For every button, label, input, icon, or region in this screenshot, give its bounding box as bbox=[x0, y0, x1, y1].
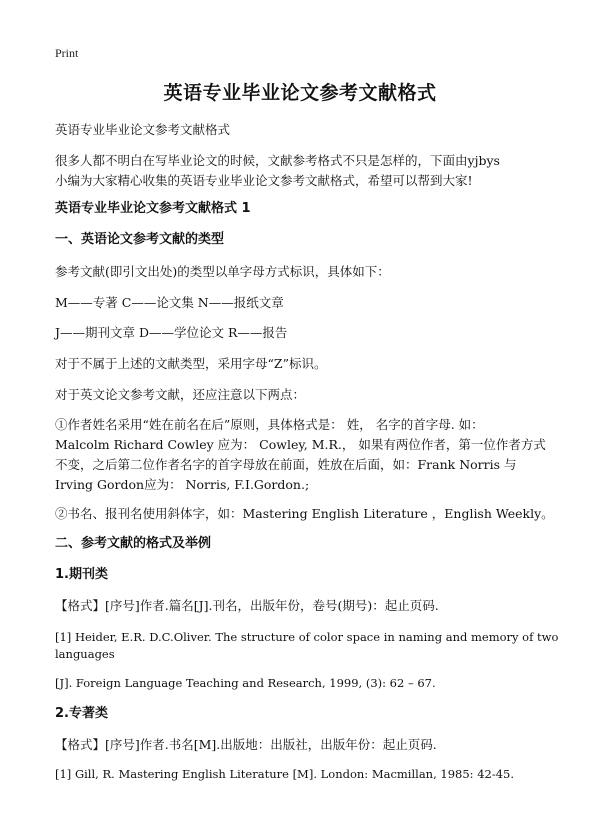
page-title: 英语专业毕业论文参考文献格式 bbox=[163, 82, 437, 104]
types-line-1: M——专著 C——论文集 N——报纸文章 bbox=[55, 295, 284, 310]
section-title: 英语专业毕业论文参考文献格式 1 bbox=[55, 201, 251, 216]
point1-line-1: ①作者姓名采用“姓在前名在后”原则，具体格式是： 姓， 名字的首字母. 如： bbox=[55, 417, 484, 432]
point1-line-4: Irving Gordon应为： Norris, F.I.Gordon.; bbox=[55, 477, 310, 492]
subtitle-text: 英语专业毕业论文参考文献格式 bbox=[55, 122, 231, 137]
heading-reference-types: 一、英语论文参考文献的类型 bbox=[55, 232, 225, 247]
english-note: 对于英文论文参考文献，还应注意以下两点： bbox=[55, 387, 306, 402]
intro-line-1: 很多人都不明白在写毕业论文的时候，文献参考格式不只是怎样的，下面由yjbys bbox=[55, 153, 500, 168]
types-other: 对于不属于上述的文献类型，采用字母“Z”标识。 bbox=[55, 356, 327, 371]
types-line-2: J——期刊文章 D——学位论文 R——报告 bbox=[55, 325, 288, 340]
intro-line-2: 小编为大家精心收集的英语专业毕业论文参考文献格式，希望可以帮到大家! bbox=[55, 173, 473, 188]
periodical-heading: 1.期刊类 bbox=[55, 567, 108, 582]
heading-format-examples: 二、参考文献的格式及举例 bbox=[55, 536, 212, 551]
monograph-heading: 2.专著类 bbox=[55, 706, 108, 721]
monograph-example: [1] Gill, R. Mastering English Literature [M]. London: Macmillan, 1985: 42-45. bbox=[55, 767, 515, 781]
periodical-format: 【格式】[序号]作者.篇名[J].刊名，出版年份，卷号(期号)：起止页码. bbox=[55, 598, 439, 613]
periodical-example-line-3: [J]. Foreign Language Teaching and Research, 1999, (3): 62 – 67. bbox=[55, 676, 436, 690]
point1-line-2: Malcolm Richard Cowley 应为： Cowley, M.R.， 如果有两位作者，第一位作者方式 bbox=[55, 437, 546, 452]
periodical-example-line-1: [1] Heider, E.R. D.C.Oliver. The structure of color space in naming and memory of two bbox=[55, 630, 559, 644]
print-link[interactable]: Print bbox=[55, 46, 79, 60]
monograph-format: 【格式】[序号]作者.书名[M].出版地：出版社，出版年份：起止页码. bbox=[55, 737, 437, 752]
point1-line-3: 不变，之后第二位作者名字的首字母放在前面，姓放在后面，如：Frank Norris 与 bbox=[55, 457, 517, 472]
point2: ②书名、报刊名使用斜体字，如：Mastering English Literature ，English Weekly。 bbox=[55, 506, 554, 521]
types-intro: 参考文献(即引文出处)的类型以单字母方式标识，具体如下： bbox=[55, 264, 390, 279]
periodical-example-line-2: languages bbox=[55, 647, 115, 661]
